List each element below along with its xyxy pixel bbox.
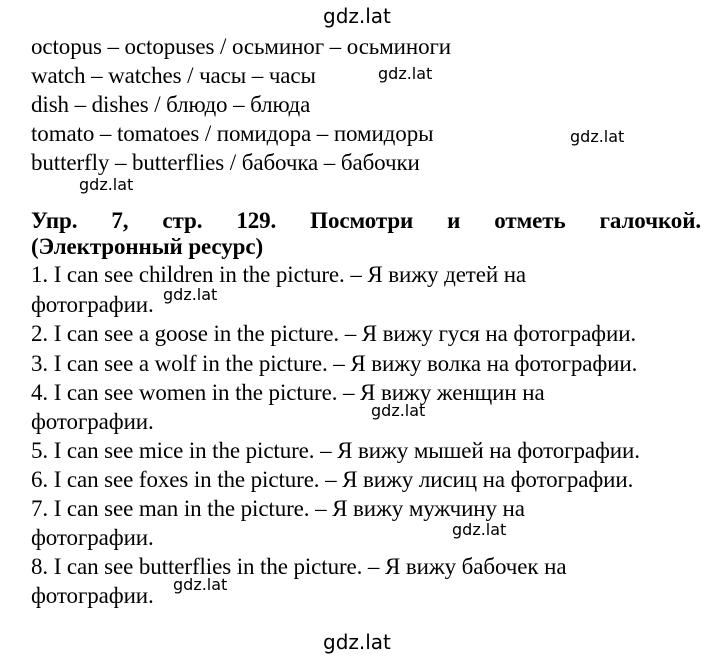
plural-line: octopus – octopuses / осьминог – осьминоги xyxy=(31,34,452,59)
answer-line: 1. I can see children in the picture. – Я вижу детей на xyxy=(31,262,527,287)
answer-line: фотографии. xyxy=(31,525,154,550)
watermark: gdz.lat xyxy=(173,575,228,594)
answer-line: фотографии. xyxy=(31,583,154,608)
answer-line: 6. I can see foxes in the picture. – Я вижу лисиц на фотографии. xyxy=(31,467,634,492)
watermark: gdz.lat xyxy=(452,520,507,539)
plural-line: dish – dishes / блюдо – блюда xyxy=(31,92,311,117)
plural-line: tomato – tomatoes / помидора – помидоры xyxy=(31,121,434,146)
watermark: gdz.lat xyxy=(79,175,134,194)
watermark: gdz.lat xyxy=(163,285,218,304)
answer-line: 7. I can see man in the picture. – Я вижу мужчину на xyxy=(31,496,525,521)
exercise-subheading: (Электронный ресурс) xyxy=(31,234,263,259)
answer-line: 3. I can see a wolf in the picture. – Я вижу волка на фотографии. xyxy=(31,351,638,376)
plural-line: butterfly – butterflies / бабочка – бабочки xyxy=(31,150,420,175)
answer-line: 2. I can see a goose in the picture. – Я вижу гуся на фотографии. xyxy=(31,321,637,346)
plural-line: watch – watches / часы – часы xyxy=(31,63,316,88)
watermark: gdz.lat xyxy=(378,64,433,83)
answer-line: 8. I can see butterflies in the picture. – Я вижу бабочек на xyxy=(31,554,567,579)
watermark: gdz.lat xyxy=(570,127,625,146)
answer-line: 4. I can see women in the picture. – Я вижу женщин на xyxy=(31,380,545,405)
answer-line: 5. I can see mice in the picture. – Я вижу мышей на фотографии. xyxy=(31,438,640,463)
watermark: gdz.lat xyxy=(323,630,391,654)
exercise-heading: Упр. 7, стр. 129. Посмотри и отметь галочкой. xyxy=(31,208,701,233)
watermark: gdz.lat xyxy=(323,4,391,28)
answer-line: фотографии. xyxy=(31,292,154,317)
watermark: gdz.lat xyxy=(371,401,426,420)
answer-line: фотографии. xyxy=(31,409,154,434)
